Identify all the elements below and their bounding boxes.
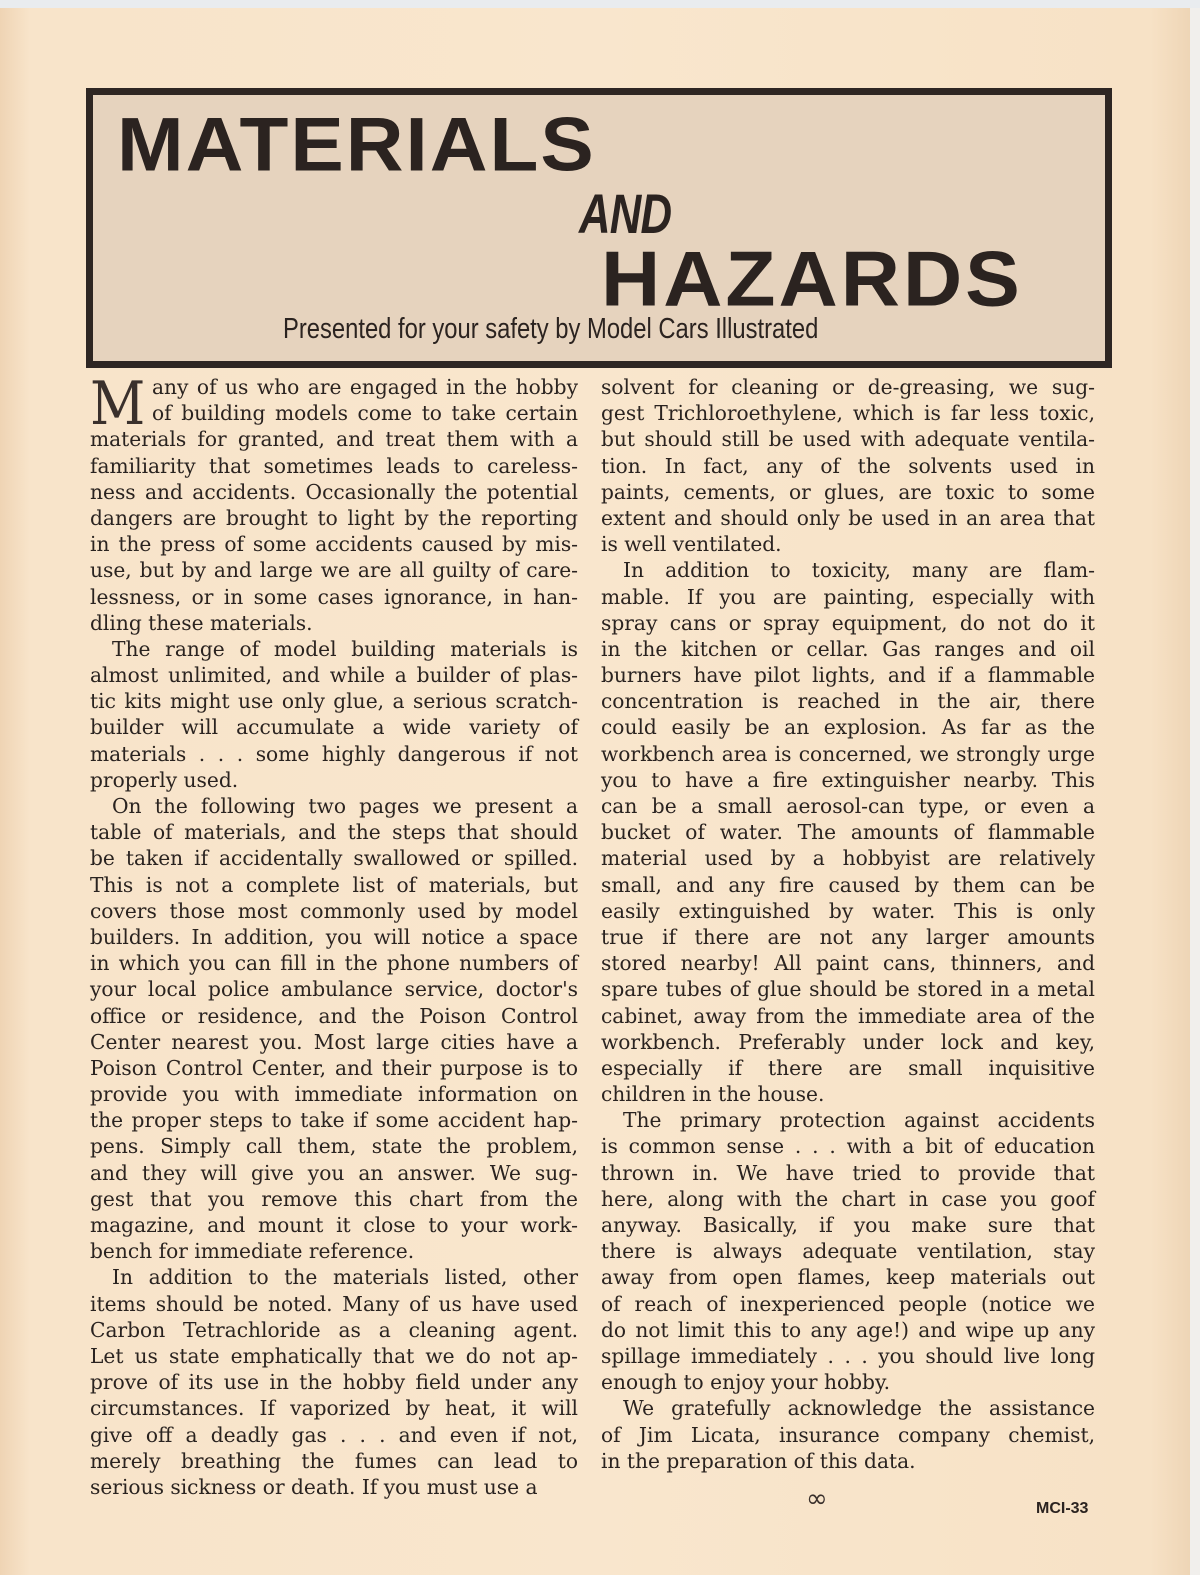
text-line: cabinet, away from the immediate area of the — [601, 1003, 1095, 1028]
text-line: be taken if accidentally swallowed or spilled. — [90, 846, 578, 871]
scan-right-edge — [1190, 8, 1200, 1575]
page-number: MCI-33 — [1036, 1500, 1089, 1517]
text-line: give off a deadly gas . . . and even if not, — [90, 1422, 578, 1447]
text-line: is common sense . . . with a bit of education — [601, 1134, 1095, 1159]
text-line: The range of model building materials is — [112, 636, 578, 661]
text-line: can be a small aerosol-can type, or even a — [601, 794, 1095, 818]
text-line: pens. Simply call them, state the problem, — [90, 1134, 578, 1159]
infinity-ornament-icon: ∞ — [806, 1484, 828, 1514]
text-line: workbench. Preferably under lock and key, — [601, 1029, 1095, 1054]
text-line: extent and should only be used in an area that — [601, 505, 1095, 530]
text-line: in the preparation of this data. — [601, 1448, 916, 1473]
text-line: Carbon Tetrachloride as a cleaning agent. — [90, 1317, 578, 1342]
text-line: burners have pilot lights, and if a flammable — [601, 663, 1095, 688]
drop-cap: M — [90, 369, 146, 439]
text-line: dling these materials. — [90, 610, 313, 635]
text-line: concentration is reached in the air, there — [601, 689, 1095, 714]
text-line: ness and accidents. Occasionally the potential — [90, 479, 578, 504]
text-line: bucket of water. The amounts of flammable — [601, 820, 1095, 845]
text-line: On the following two pages we present a — [112, 794, 578, 818]
title-and: AND — [579, 182, 672, 245]
text-line: familiarity that sometimes leads to careless- — [90, 453, 578, 478]
scan-top-edge — [0, 0, 1200, 8]
article-column-right — [601, 374, 1095, 1474]
text-line: materials . . . some highly dangerous if not — [90, 741, 578, 766]
subtitle: Presented for your safety by Model Cars Illustrated — [283, 313, 819, 345]
text-line: Let us state emphatically that we do not ap- — [90, 1343, 578, 1368]
text-line: of Jim Licata, insurance company chemist, — [601, 1422, 1095, 1447]
text-line: tion. In fact, any of the solvents used in — [601, 453, 1095, 478]
text-line: in the press of some accidents caused by mis- — [90, 532, 578, 557]
text-line: provide you with immediate information on — [90, 1082, 578, 1107]
text-line: of reach of inexperienced people (notice we — [601, 1291, 1095, 1316]
text-line: enough to enjoy your hobby. — [601, 1370, 891, 1395]
text-line: and they will give you an answer. We sug- — [90, 1160, 578, 1185]
text-line: is well ventilated. — [601, 532, 782, 557]
text-line: dangers are brought to light by the reporting — [90, 505, 578, 530]
text-line: table of materials, and the steps that should — [90, 820, 578, 845]
text-line: could easily be an explosion. As far as the — [601, 715, 1095, 740]
text-line: lessness, or in some cases ignorance, in han- — [90, 584, 578, 609]
text-line: magazine, and mount it close to your work- — [90, 1213, 578, 1237]
title-materials: MATERIALS — [117, 101, 596, 187]
text-line: We gratefully acknowledge the assistance — [623, 1396, 1095, 1421]
text-line: bench for immediate reference. — [90, 1239, 415, 1264]
text-line: you to have a fire extinguisher nearby. This — [601, 767, 1095, 792]
text-line: properly used. — [90, 767, 239, 792]
text-line: The primary protection against accidents — [623, 1108, 1095, 1133]
text-line: covers those most commonly used by model — [90, 898, 578, 923]
text-line: in the kitchen or cellar. Gas ranges and oil — [601, 636, 1095, 661]
title-banner — [86, 88, 1112, 368]
text-line: mable. If you are painting, especially with — [601, 584, 1095, 609]
text-line: your local police ambulance service, doctor's — [90, 977, 578, 1002]
text-line: serious sickness or death. If you must use a — [90, 1474, 538, 1499]
text-line: small, and any fire caused by them can be — [601, 872, 1095, 897]
text-line: builders. In addition, you will notice a space — [90, 924, 578, 949]
text-line: do not limit this to any age!) and wipe up any — [601, 1317, 1095, 1342]
text-line: paints, cements, or glues, are toxic to some — [601, 479, 1095, 504]
text-line: prove of its use in the hobby field under any — [90, 1370, 578, 1395]
text-line: children in the house. — [601, 1082, 825, 1107]
text-line: away from open flames, keep materials out — [601, 1265, 1095, 1290]
text-line: there is always adequate ventilation, stay — [601, 1239, 1095, 1264]
text-line: anyway. Basically, if you make sure that — [601, 1213, 1095, 1237]
text-line: of building models come to take certain — [152, 401, 578, 426]
text-line: especially if there are small inquisitive — [601, 1055, 1095, 1080]
text-line: builder will accumulate a wide variety of — [90, 715, 578, 740]
text-line: solvent for cleaning or de-greasing, we sug- — [601, 375, 1095, 399]
text-line: In addition to toxicity, many are flam- — [623, 558, 1095, 583]
text-line: circumstances. If vaporized by heat, it will — [90, 1396, 578, 1421]
text-line: spare tubes of glue should be stored in a metal — [601, 977, 1095, 1002]
text-line: stored nearby! All paint cans, thinners, and — [601, 951, 1095, 976]
text-line: Poison Control Center, and their purpose is to — [90, 1055, 578, 1080]
title-hazards: HAZARDS — [601, 235, 1023, 323]
text-line: thrown in. We have tried to provide that — [601, 1160, 1095, 1185]
text-line: easily extinguished by water. This is only — [601, 898, 1095, 923]
text-line: tic kits might use only glue, a serious scratch- — [90, 689, 578, 714]
text-line: almost unlimited, and while a builder of plas- — [90, 663, 578, 688]
text-line: This is not a complete list of materials, but — [90, 872, 578, 897]
text-line: but should still be used with adequate ventila- — [601, 427, 1095, 452]
text-line: gest that you remove this chart from the — [90, 1186, 578, 1211]
text-line: items should be noted. Many of us have used — [90, 1291, 578, 1316]
text-line: spray cans or spray equipment, do not do it — [601, 610, 1095, 635]
text-line: use, but by and large we are all guilty of care- — [90, 558, 578, 583]
article-column-left — [90, 369, 578, 1500]
text-line: the proper steps to take if some accident hap- — [90, 1108, 578, 1133]
text-line: any of us who are engaged in the hobby — [152, 375, 578, 399]
text-line: In addition to the materials listed, other — [112, 1265, 578, 1290]
text-line: in which you can fill in the phone numbers of — [90, 951, 578, 976]
text-line: gest Trichloroethylene, which is far less toxic, — [601, 401, 1095, 426]
text-line: merely breathing the fumes can lead to — [90, 1448, 578, 1473]
text-line: true if there are not any larger amounts — [601, 924, 1095, 949]
text-line: spillage immediately . . . you should live long — [601, 1343, 1095, 1368]
text-line: material used by a hobbyist are relatively — [601, 846, 1095, 871]
text-line: workbench area is concerned, we strongly urge — [601, 741, 1095, 766]
text-line: materials for granted, and treat them with a — [90, 427, 578, 452]
text-line: here, along with the chart in case you goof — [601, 1186, 1095, 1211]
text-line: Center nearest you. Most large cities have a — [90, 1029, 578, 1054]
text-line: office or residence, and the Poison Control — [90, 1003, 578, 1028]
